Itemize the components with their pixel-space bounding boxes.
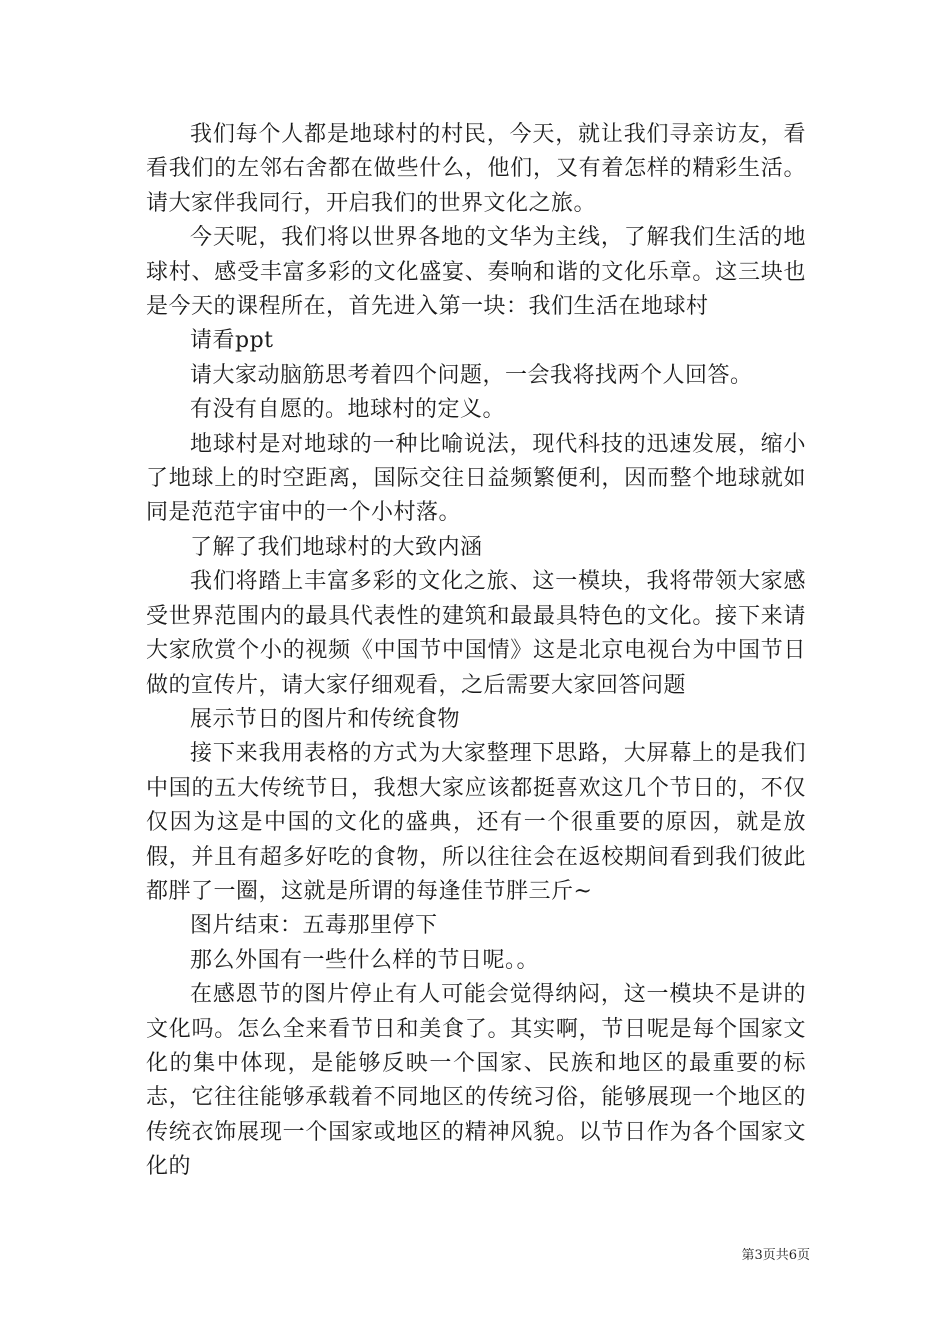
document-body xyxy=(146,118,806,1185)
paragraph-4: 请大家动脑筋思考着四个问题，一会我将找两个人回答。 xyxy=(190,362,753,388)
paragraph-10: 接下来我用表格的方式为大家整理下思路，大屏幕上的是我们中国的五大传统节日，我想大家应该都挺喜欢这几个节日的，不仅仅因为这是中国的文化的盛典，还有一个很重要的原因，就是放假，并且有超多好吃的食物，所以往往会在返校期间看到我们彼此都胖了一圈，这就是所谓的每逢佳节胖三斤~ xyxy=(146,741,806,904)
paragraph-3: 请看ppt xyxy=(190,328,274,354)
paragraph-13: 在感恩节的图片停止有人可能会觉得纳闷，这一模块不是讲的文化吗。怎么全来看节日和美食了。其实啊，节日呢是每个国家文化的集中体现，是能够反映一个国家、民族和地区的最重要的标志，它往往能够承载着不同地区的传统习俗，能够展现一个地区的传统衣饰展现一个国家或地区的精神风貌。以节日作为各个国家文化的 xyxy=(146,982,806,1180)
paragraph-9: 展示节日的图片和传统食物 xyxy=(190,706,461,732)
paragraph-1: 我们每个人都是地球村的村民，今天，就让我们寻亲访友，看看我们的左邻右舍都在做些什么，他们，又有着怎样的精彩生活。请大家伴我同行，开启我们的世界文化之旅。 xyxy=(146,122,806,216)
paragraph-5: 有没有自愿的。地球村的定义。 xyxy=(190,397,506,423)
paragraph-2: 今天呢，我们将以世界各地的文华为主线，了解我们生活的地球村、感受丰富多彩的文化盛宴、奏响和谐的文化乐章。这三块也是今天的课程所在，首先进入第一块：我们生活在地球村 xyxy=(146,225,806,320)
paragraph-11: 图片结束：五毒那里停下 xyxy=(190,913,438,939)
paragraph-12: 那么外国有一些什么样的节日呢。。 xyxy=(190,947,540,973)
page-number: 第3页共6页 xyxy=(741,1248,810,1263)
paragraph-6: 地球村是对地球的一种比喻说法，现代科技的迅速发展，缩小了地球上的时空距离，国际交往日益频繁便利，因而整个地球就如同是范范宇宙中的一个小村落。 xyxy=(146,431,806,526)
paragraph-8: 我们将踏上丰富多彩的文化之旅、这一模块，我将带领大家感受世界范围内的最具代表性的建筑和最最具特色的文化。接下来请大家欣赏个小的视频《中国节中国情》这是北京电视台为中国节日做的宣传片，请大家仔细观看，之后需要大家回答问题 xyxy=(146,569,806,698)
paragraph-7: 了解了我们地球村的大致内涵 xyxy=(190,534,483,560)
